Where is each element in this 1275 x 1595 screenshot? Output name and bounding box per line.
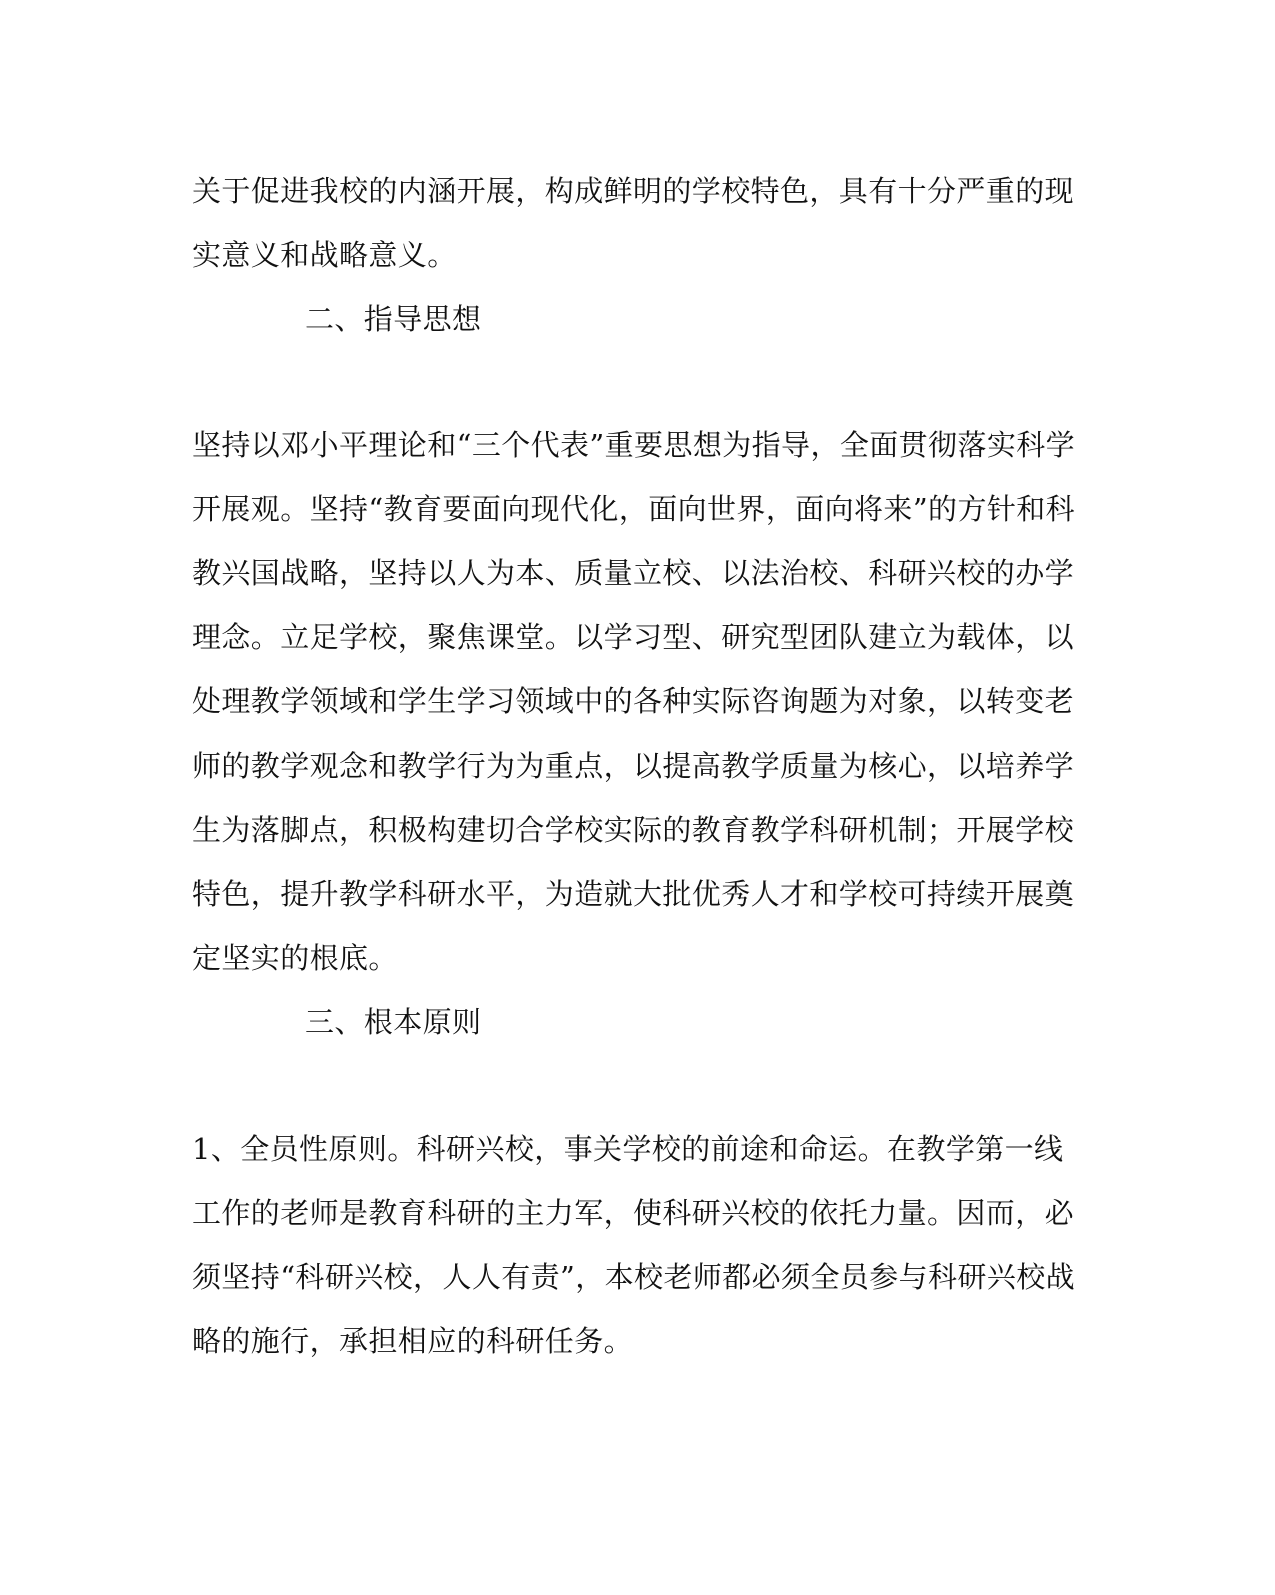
section-heading-guiding-ideology: 二、指导思想 (305, 302, 482, 336)
section2-line: 生为落脚点，积极构建切合学校实际的教育教学科研机制；开展学校 (192, 813, 1075, 847)
section3-line: 1、全员性原则。科研兴校，事关学校的前途和命运。在教学第一线 (192, 1132, 1064, 1166)
section3-line: 须坚持“科研兴校，人人有责”，本校老师都必须全员参与科研兴校战 (192, 1260, 1076, 1294)
section2-line: 处理教学领域和学生学习领域中的各种实际咨询题为对象，以转变老 (192, 684, 1075, 718)
section2-line: 特色，提升教学科研水平，为造就大批优秀人才和学校可持续开展奠 (192, 877, 1075, 911)
section2-line: 开展观。坚持“教育要面向现代化，面向世界，面向将来”的方针和科 (192, 492, 1076, 526)
section2-line: 坚持以邓小平理论和“三个代表”重要思想为指导，全面贯彻落实科学 (192, 428, 1076, 462)
section2-line: 师的教学观念和教学行为为重点，以提高教学质量为核心，以培养学 (192, 749, 1075, 783)
section2-line: 定坚实的根底。 (192, 941, 398, 975)
section3-line: 略的施行，承担相应的科研任务。 (192, 1324, 634, 1358)
section-heading-basic-principles: 三、根本原则 (305, 1005, 482, 1039)
intro-line: 关于促进我校的内涵开展，构成鲜明的学校特色，具有十分严重的现 (192, 174, 1075, 208)
section2-line: 教兴国战略，坚持以人为本、质量立校、以法治校、科研兴校的办学 (192, 556, 1075, 590)
section2-line: 理念。立足学校，聚焦课堂。以学习型、研究型团队建立为载体，以 (192, 620, 1075, 654)
section3-line: 工作的老师是教育科研的主力军，使科研兴校的依托力量。因而，必 (192, 1196, 1075, 1230)
intro-line: 实意义和战略意义。 (192, 238, 457, 272)
